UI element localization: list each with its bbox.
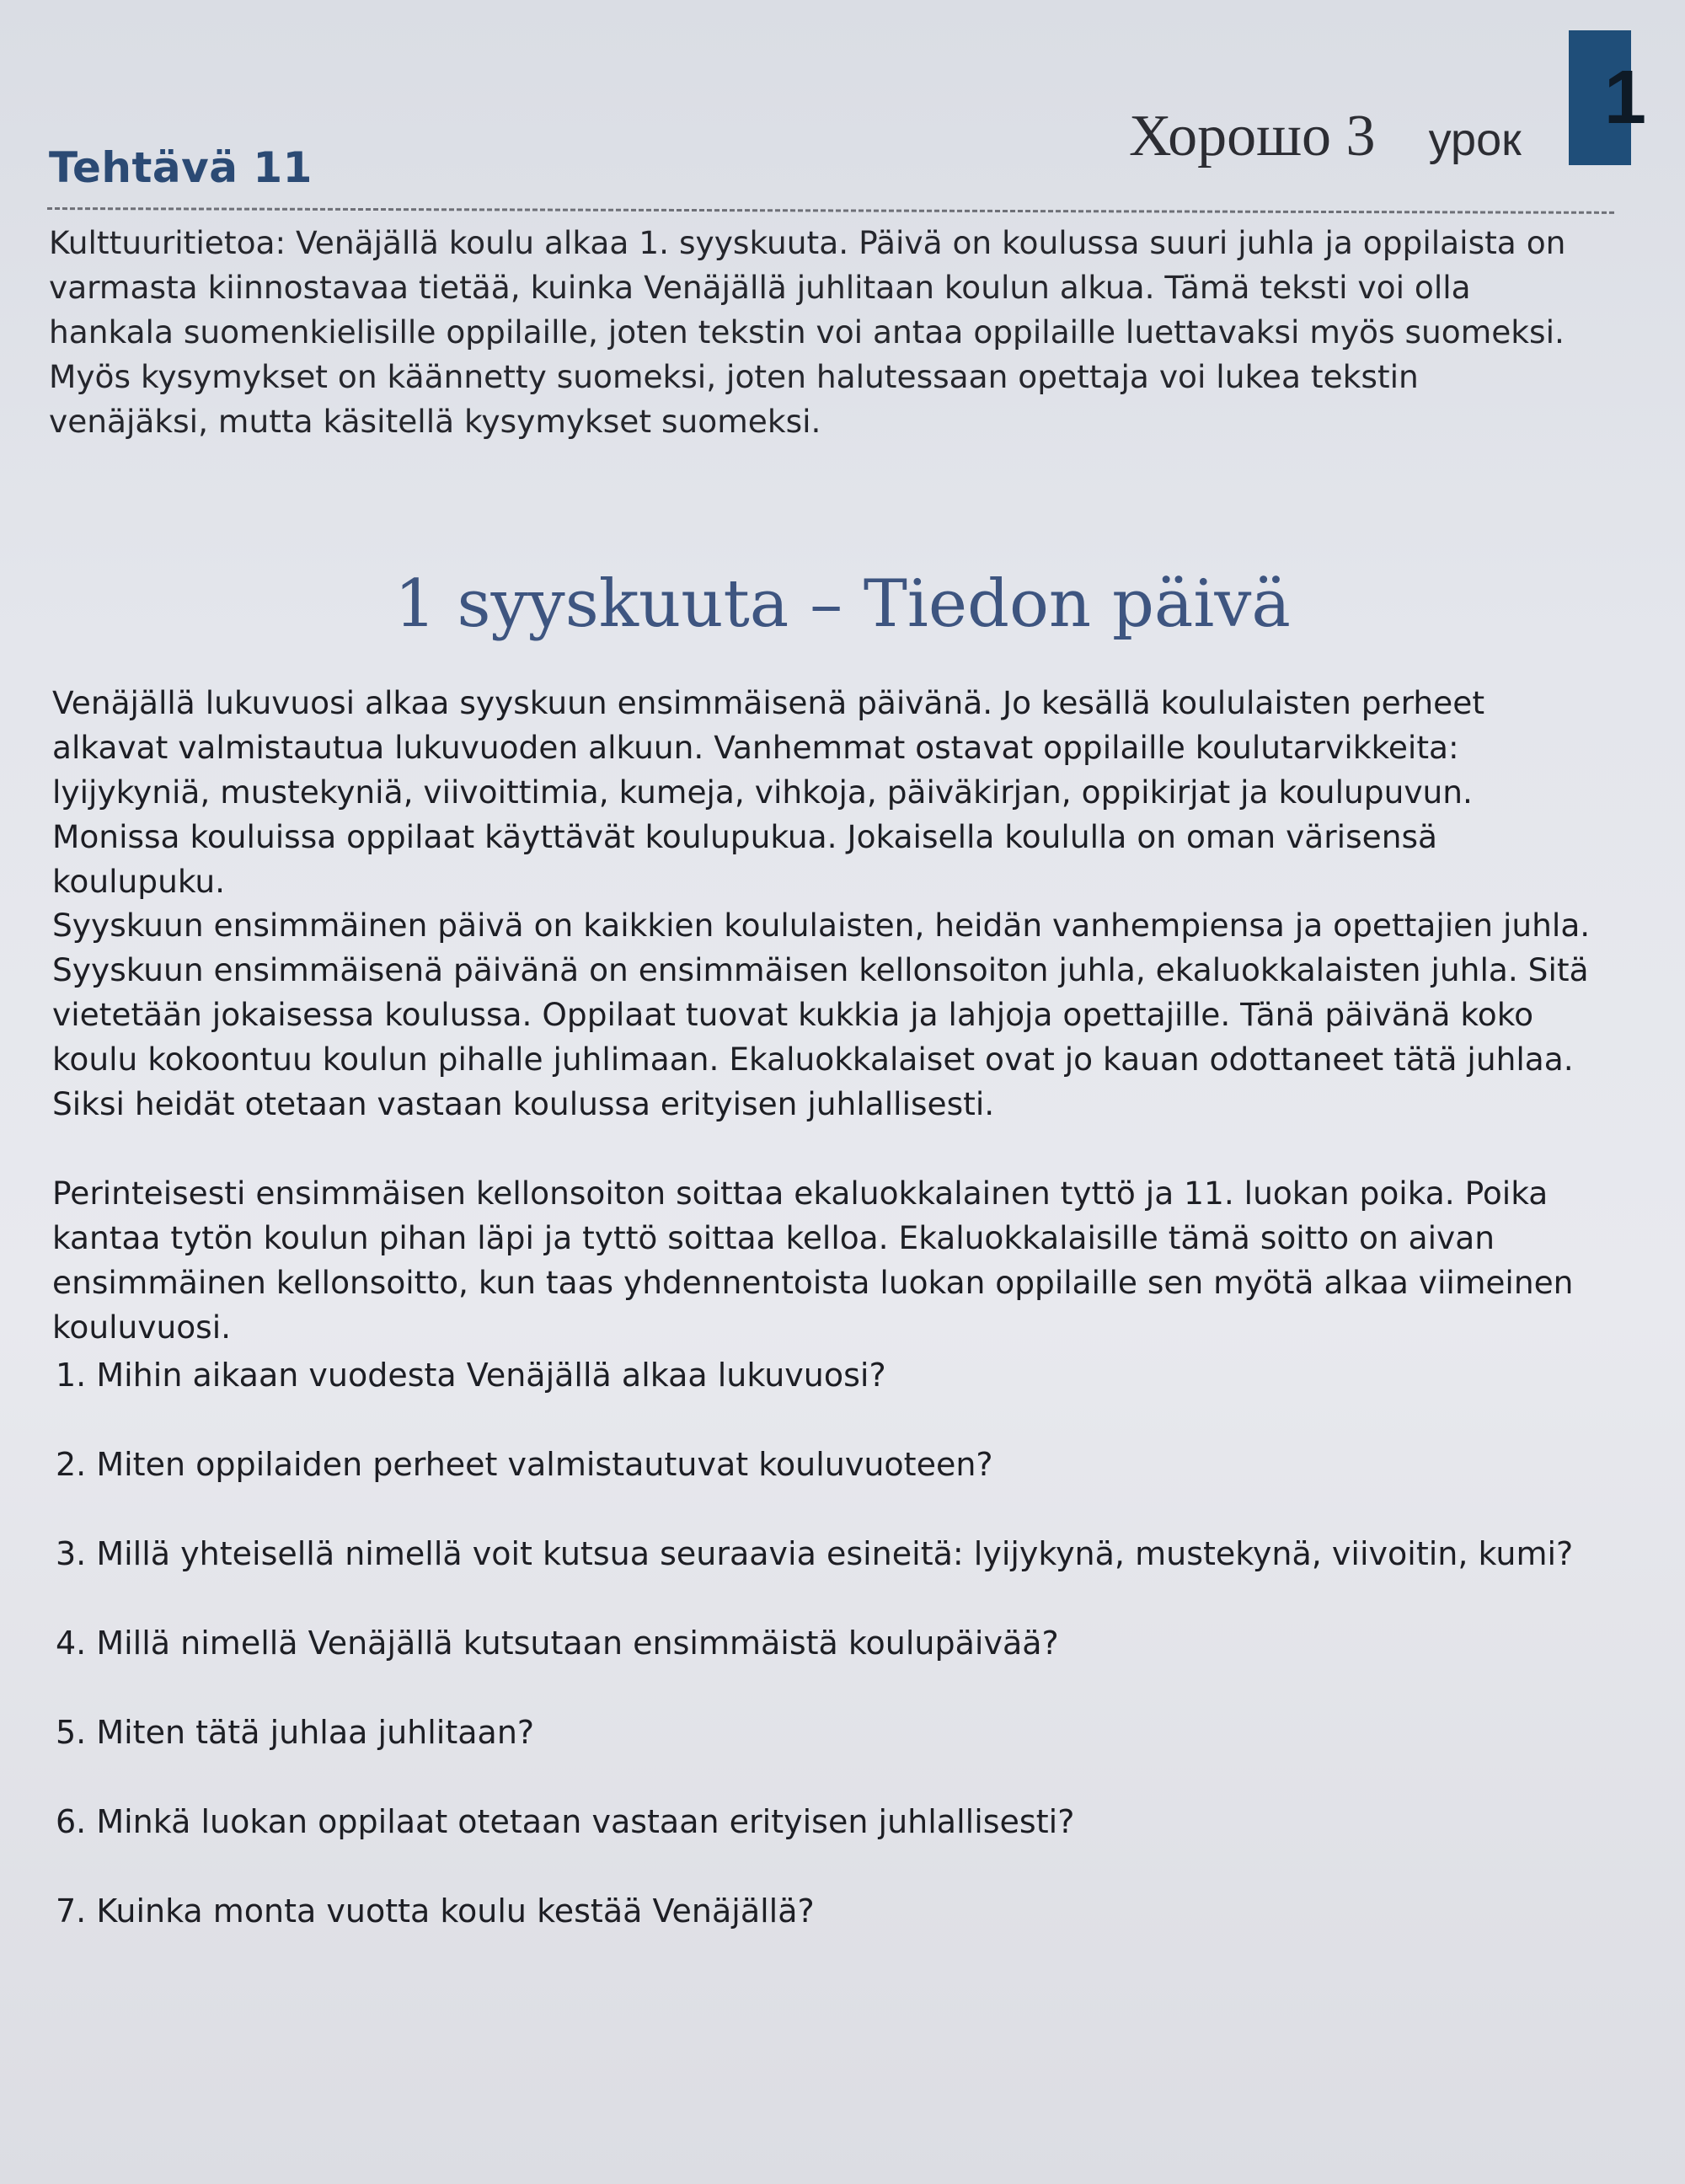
article-title: 1 syyskuuta – Tiedon päivä [394,566,1291,642]
question-item: 2. Miten oppilaiden perheet valmistautuvat kouluvuoteen? [56,1446,993,1483]
question-item: 3. Millä yhteisellä nimellä voit kutsua seuraavia esineitä: lyijykynä, mustekynä, viivoitin, kumi? [56,1535,1574,1572]
question-item: 4. Millä nimellä Venäjällä kutsutaan ensimmäistä koulupäivää? [56,1625,1059,1662]
task-title: Tehtävä 11 [49,143,313,192]
running-header [1129,103,1522,170]
dotted-divider [47,207,1614,214]
question-list [56,1353,1573,1978]
article-paragraph-3: Perinteisesti ensimmäisen kellonsoiton soittaa ekaluokkalainen tyttö ja 11. luokan poika. Poika kantaa tytön koulun pihan läpi ja tyttö soittaa kelloa. Ekaluokkalaisille tämä soitto on aivan ensimmäinen kellonsoitto, kun taas yhdennentoista luokan oppilaille sen myötä alkaa viimeinen kouluvuosi. [52,1175,1574,1346]
lesson-label: урок [1428,115,1522,165]
intro-text: Kulttuuritietoa: Venäjällä koulu alkaa 1. syyskuuta. Päivä on koulussa suuri juhla ja oppilaista on varmasta kiinnostavaa tietää, kuinka Venäjällä juhlitaan koulun alkua. Tämä teksti voi olla hankala suomenkielisille oppilaille, joten tekstin voi antaa oppilaille luettavaksi myös suomeksi. Myös kysymykset on käännetty suomeksi, joten halutessaan opettaja voi lukea tekstin venäjäksi, mutta käsitellä kysymykset suomeksi. [49,224,1566,440]
chapter-number: 1 [1603,55,1646,140]
article-paragraph-1: Venäjällä lukuvuosi alkaa syyskuun ensimmäisenä päivänä. Jo kesällä koululaisten perheet alkavat valmistautua lukuvuoden alkuun. Vanhemmat ostavat oppilaille koulutarvikkeita: lyijykyniä, mustekyniä, viivoittimia, kumeja, vihkoja, päiväkirjan, oppikirjat ja koulupuvun. Monissa kouluissa oppilaat käyttävät koulupukua. Jokaisella koululla on oman värisensä koulupuku. [52,684,1485,900]
article-paragraph-2: Syyskuun ensimmäinen päivä on kaikkien koululaisten, heidän vanhempiensa ja opettajien juhla. Syyskuun ensimmäisenä päivänä on ensimmäisen kellonsoiton juhla, ekaluokkalaisten juhla. Sitä vietetään jokaisessa koulussa. Oppilaat tuovat kukkia ja lahjoja opettajille. Tänä päivänä koko koulu kokoontuu koulun pihalle juhlimaan. Ekaluokkalaiset ovat jo kauan odottaneet tätä juhlaa. Siksi heidät otetaan vastaan koulussa erityisen juhlallisesti. [52,907,1591,1122]
question-item: 5. Miten tätä juhlaa juhlitaan? [56,1714,535,1751]
book-brand: Хорошо 3 [1129,104,1376,169]
chapter-tab [1569,30,1646,165]
question-item: 7. Kuinka monta vuotta koulu kestää Venäjällä? [56,1892,815,1930]
question-item: 6. Minkä luokan oppilaat otetaan vastaan erityisen juhlallisesti? [56,1803,1075,1840]
question-item: 1. Mihin aikaan vuodesta Venäjällä alkaa lukuvuosi? [56,1357,886,1394]
